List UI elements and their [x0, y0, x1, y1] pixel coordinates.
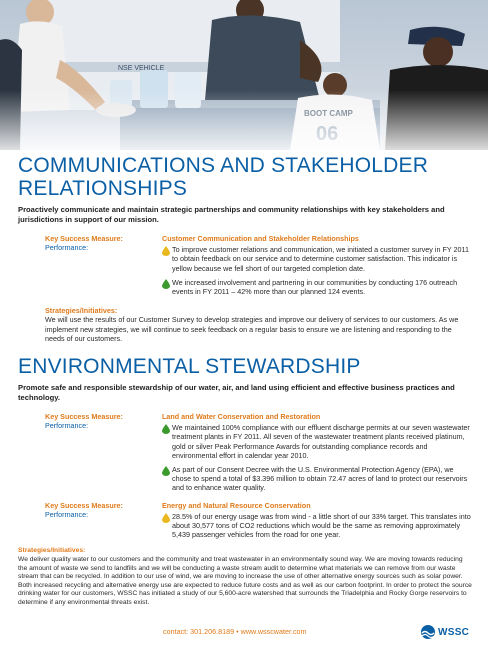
- strategies-label: Strategies/Initiatives:: [18, 547, 86, 555]
- strategies-block: [45, 306, 472, 343]
- header-photo: [0, 0, 488, 150]
- measure-title: Land and Water Conservation and Restoration: [162, 412, 321, 422]
- performance-item: [162, 245, 472, 273]
- green-drop-icon: [162, 466, 170, 493]
- performance-text: As part of our Consent Decree with the U.S. Environmental Protection Agency (EPA), we chose to spend a total of $3.396 million to obtain 72.47 acres of land to protect our reservoirs and to enhance water quality.: [172, 465, 468, 493]
- performance-label: Performance:: [45, 421, 89, 431]
- wssc-logo: [420, 624, 469, 640]
- success-measure-block: [45, 501, 472, 540]
- green-drop-icon: [162, 279, 170, 296]
- performance-text: 28.5% of our energy usage was from wind - a little short of our 33% target. This translates into about 30,577 tons of CO2 reductions which would be the same as removing approximately 5,439 passenger vehicles from the road for one year.: [172, 511, 471, 540]
- performance-item: [162, 423, 472, 460]
- section-intro-communications: Proactively communicate and maintain strategic partnerships and community relationships with key stakeholders and jurisdictions in support of our mission.: [18, 205, 445, 224]
- yellow-drop-icon: [162, 246, 170, 273]
- ksm-label: Key Success Measure:: [45, 234, 123, 243]
- performance-item: [162, 278, 472, 296]
- page-content: [0, 150, 488, 608]
- strategies-text: We deliver quality water to our customers and the community and treat wastewater in an environmentally sound way. We are moving towards reducing the amount of waste we send to landfills and we will be conducting a waste stream audit to determine what materials we can remove from our waste stream that can be recycled. In addition to our use of wind, we are moving to increase the use of other alternative energy sources such as solar power. Both increased recycling and alternative energy use are expected to reduce future costs and as well as our carbon footprint. In order to protect the source drinking water for our customers, WSSC has initiated a study of our 5,600-acre watershed that surrounds the Triadelphia and Rocky Gorge reservoirs to determine if any environmental threats exist.: [18, 556, 472, 607]
- performance-item: [162, 465, 472, 493]
- ksm-label: Key Success Measure:: [45, 412, 123, 422]
- strategies-label: Strategies/Initiatives:: [45, 306, 118, 316]
- yellow-drop-icon: [162, 513, 170, 540]
- measure-title: Energy and Natural Resource Conservation: [162, 500, 311, 510]
- success-measure-block: [45, 412, 472, 493]
- outreach-event-photo: [0, 0, 488, 150]
- performance-label: Performance:: [45, 509, 89, 519]
- section-title-environmental: ENVIRONMENTAL STEWARDSHIP: [18, 355, 361, 379]
- performance-text: We increased involvement and partnering in our communities by conducting 176 outreach events in FY 2011 – 42% more than our planned 124 events.: [172, 277, 458, 297]
- strategies-text: We will use the results of our Customer Survey to develop strategies and improve our delivery of services to our customers. As we implement new strategies, we will continue to seek feedback on a regular basis to ensure we are listening and responding to the needs of our customers.: [45, 315, 459, 343]
- performance-label: Performance:: [45, 243, 89, 253]
- performance-item: [162, 512, 472, 540]
- green-drop-icon: [162, 424, 170, 460]
- logo-text: WSSC: [438, 626, 470, 638]
- success-measure-block: [45, 234, 472, 296]
- wssc-logo-icon: [420, 624, 436, 640]
- performance-text: We maintained 100% compliance with our effluent discharge permits at our seven wastewater treatment plants in FY 2011. All seven of the wastewater treatment plants received platinum, gold or silver Peak Performance Awards for outstanding compliance records and environmental effort in calendar year 2010.: [172, 423, 470, 460]
- section-intro-environmental: Promote safe and responsible stewardship of our water, air, and land using efficient and effective business practices and technology.: [18, 383, 455, 403]
- strategies-block: [18, 547, 472, 607]
- ksm-label: Key Success Measure:: [45, 500, 123, 510]
- section-title-communications: COMMUNICATIONS AND STAKEHOLDER RELATIONSHIPS: [18, 154, 429, 200]
- contact-info[interactable]: contact: 301.206.8189 • www.wsscwater.com: [163, 627, 307, 636]
- performance-text: To improve customer relations and communication, we initiated a customer survey in FY 2011 to obtain feedback on our service and to determine customer satisfaction. This indicator is yellow because we fell short of our targeted completion date.: [172, 245, 469, 273]
- footer: [0, 624, 488, 644]
- measure-title: Customer Communication and Stakeholder Relationships: [162, 234, 359, 243]
